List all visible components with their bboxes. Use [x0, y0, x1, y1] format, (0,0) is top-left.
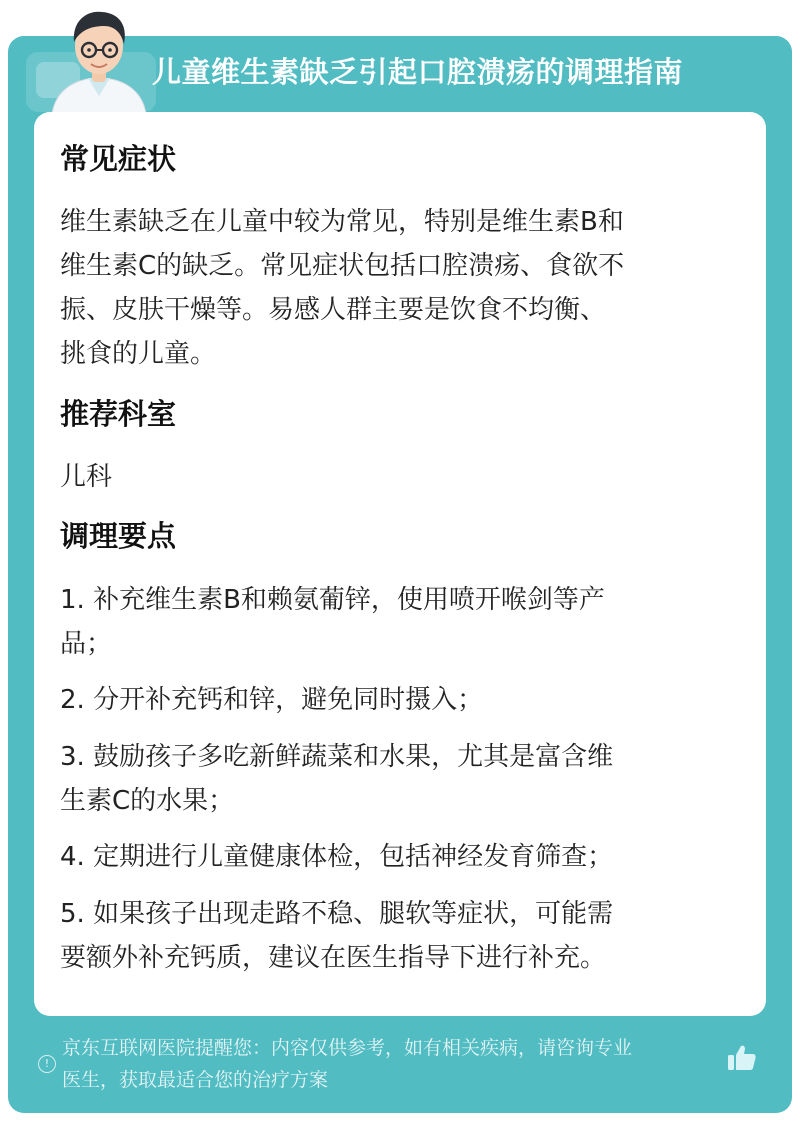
- department-heading: 推荐科室: [60, 397, 177, 431]
- symptoms-heading: 常见症状: [60, 142, 177, 176]
- symptoms-line: 振、皮肤干燥等。易感人群主要是饮食不均衡、: [60, 295, 607, 325]
- tips-heading: 调理要点: [60, 519, 177, 553]
- tip-line: 2. 分开补充钙和锌，避免同时摄入；: [60, 685, 484, 715]
- footer-line: 医生，获取最适合您的治疗方案: [62, 1069, 329, 1091]
- footer-disclaimer: [62, 1032, 732, 1096]
- symptoms-text: [60, 200, 746, 376]
- tip-line: 1. 补充维生素B和赖氨葡锌，使用喷开喉剑等产: [60, 585, 605, 615]
- tip-line: 5. 如果孩子出现走路不稳、腿软等症状，可能需: [60, 899, 614, 929]
- thumbs-up-icon[interactable]: [726, 1042, 758, 1074]
- tip-line: 4. 定期进行儿童健康体检，包括神经发育筛查；: [60, 842, 614, 872]
- page-title: 儿童维生素缺乏引起口腔溃疡的调理指南: [152, 55, 684, 89]
- tip-item: [60, 735, 746, 823]
- tip-item: [60, 892, 746, 980]
- tip-item: [60, 678, 746, 722]
- tip-line: 要额外补充钙质，建议在医生指导下进行补充。: [60, 943, 607, 973]
- symptoms-line: 维生素缺乏在儿童中较为常见，特别是维生素B和: [60, 207, 624, 237]
- symptoms-line: 维生素C的缺乏。常见症状包括口腔溃疡、食欲不: [60, 251, 625, 281]
- symptoms-line: 挑食的儿童。: [60, 339, 217, 369]
- tip-item: [60, 578, 746, 666]
- content-card: [34, 112, 766, 1016]
- tip-line: 3. 鼓励孩子多吃新鲜蔬菜和水果，尤其是富含维: [60, 742, 614, 772]
- doctor-avatar-icon: [44, 4, 154, 114]
- tip-line: 品；: [60, 629, 113, 659]
- department-value: 儿科: [60, 462, 113, 492]
- footer-line: 京东互联网医院提醒您：内容仅供参考，如有相关疾病，请咨询专业: [62, 1037, 633, 1059]
- tip-line: 生素C的水果；: [60, 786, 235, 816]
- tip-item: [60, 835, 746, 879]
- info-icon: !: [38, 1055, 56, 1073]
